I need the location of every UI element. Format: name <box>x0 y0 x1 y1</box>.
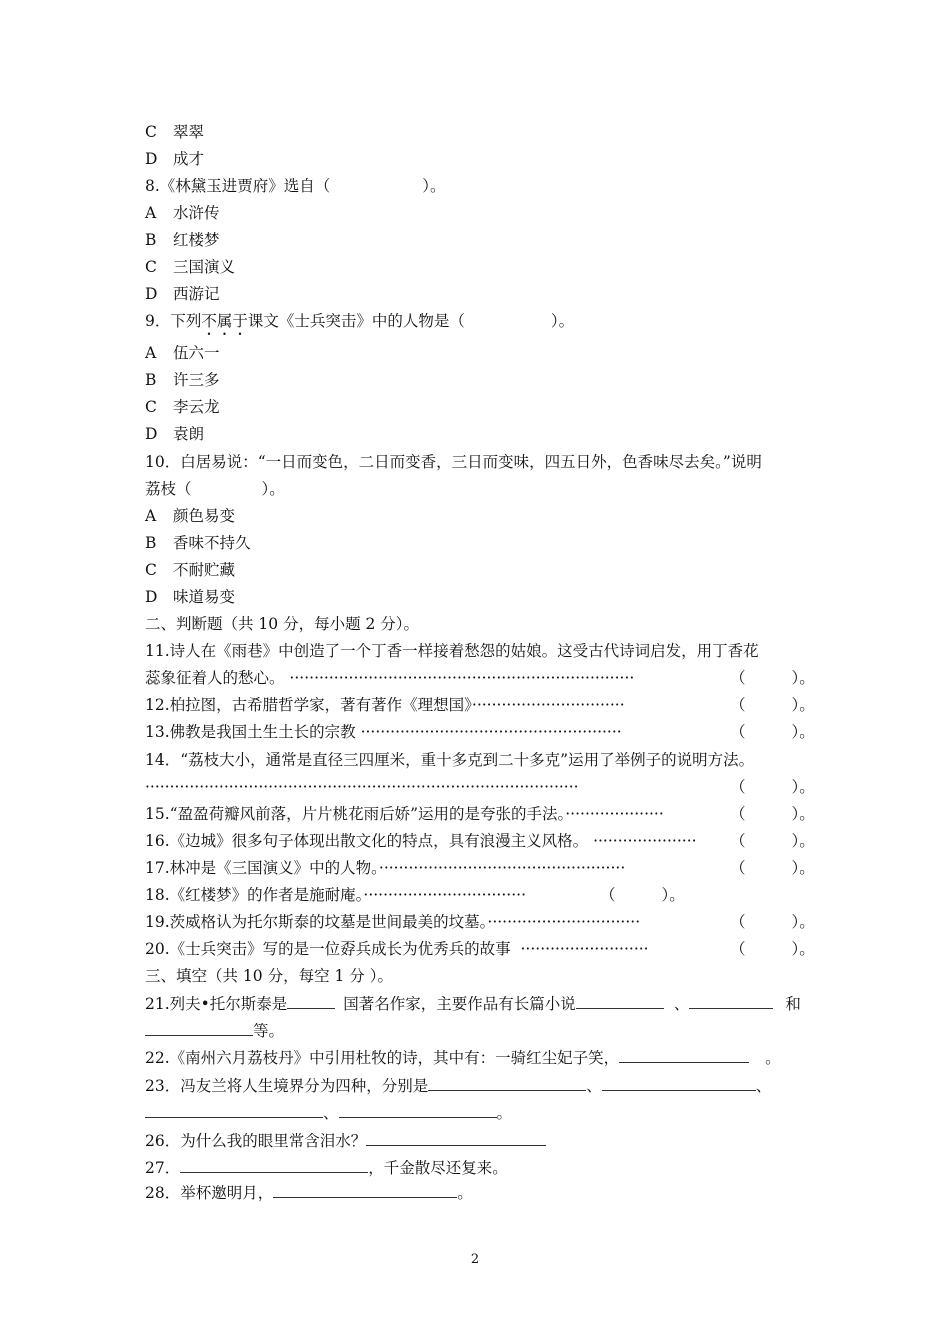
q20: 20.《士兵突击》写的是一位孬兵成长为优秀兵的故事 ·························· <box>145 940 649 958</box>
q17: 17.林冲是《三国演义》中的人物。·················································· <box>145 859 626 877</box>
section2-heading: 二、判断题（共 10 分，每小题 2 分）。 <box>145 615 420 633</box>
answer-blank <box>619 1048 749 1063</box>
q7-option-d: D 成才 <box>145 150 205 168</box>
q9-option-c: C 李云龙 <box>145 398 220 416</box>
answer-blank <box>366 1131 546 1146</box>
q9-option-a: A 伍六一 <box>145 344 220 362</box>
q22: 22.《南州六月荔枝丹》中引用杜牧的诗，其中有：一骑红尘妃子笑， 。 <box>145 1049 781 1067</box>
q8-stem: 8.《林黛玉进贾府》选自（ ）。 <box>145 177 446 195</box>
q9-stem: 9．下列不属于课文《士兵突击》中的人物是（ ）。 <box>145 312 575 330</box>
q9-option-b: B 许三多 <box>145 371 220 389</box>
q18: 18.《红楼梦》的作者是施耐庵。································· <box>145 886 526 904</box>
q8-option-d: D 西游记 <box>145 285 220 303</box>
q10-option-d: D 味道易变 <box>145 588 236 606</box>
q15-answer: （ ）。 <box>730 805 815 823</box>
q11-answer: （ ）。 <box>730 669 815 687</box>
q9-option-d: D 袁朗 <box>145 425 205 443</box>
answer-blank <box>180 1158 368 1173</box>
answer-blank <box>576 994 664 1009</box>
q10-option-a: A 颜色易变 <box>145 507 236 525</box>
answer-blank <box>339 1103 497 1118</box>
q21-line1: 21.列夫•托尔斯泰是 国著名作家，主要作品有长篇小说 、 和 <box>145 995 801 1013</box>
q27: 27． ，千金散尽还复来。 <box>145 1159 508 1177</box>
q12: 12.柏拉图，古希腊哲学家，著有著作《理想国》······························· <box>145 696 625 714</box>
q16: 16.《边城》很多句子体现出散文化的特点，具有浪漫主义风格。 ····················· <box>145 832 697 850</box>
answer-blank <box>287 994 335 1009</box>
answer-blank <box>145 1021 253 1036</box>
q12-answer: （ ）。 <box>730 696 815 714</box>
q11-line1: 11.诗人在《雨巷》中创造了一个丁香一样接着愁怨的姑娘。这受古代诗词启发，用丁香花 <box>145 642 759 660</box>
q14-answer: （ ）。 <box>730 778 815 796</box>
q23-line1: 23．冯友兰将人生境界分为四种，分别是 、 、 <box>145 1077 772 1095</box>
q20-answer: （ ）。 <box>730 940 815 958</box>
q10-option-b: B 香味不持久 <box>145 534 251 552</box>
q18-answer: （ ）。 <box>600 886 685 904</box>
q15: 15.“盈盈荷瓣风前落，片片桃花雨后娇”运用的是夸张的手法。···················· <box>145 805 664 823</box>
q11-line2: 蕊象征着人的愁心。 ······································································ <box>145 669 635 687</box>
answer-blank <box>273 1183 457 1198</box>
q26: 26．为什么我的眼里常含泪水？ <box>145 1131 546 1151</box>
q19-answer: （ ）。 <box>730 913 815 931</box>
answer-blank <box>145 1103 323 1118</box>
q8-option-a: A 水浒传 <box>145 204 220 222</box>
q7-option-c: C 翠翠 <box>145 123 205 141</box>
answer-blank <box>689 994 773 1009</box>
q10-stem-line1: 10．白居易说：“一日而变色，二日而变香，三日而变味，四五日外，色香味尽去矣。”说明 <box>145 453 762 471</box>
answer-blank <box>428 1076 586 1091</box>
q14-line2: ························································································ <box>145 778 579 796</box>
q13-answer: （ ）。 <box>730 723 815 741</box>
q17-answer: （ ）。 <box>730 859 815 877</box>
section3-heading: 三、填空（共 10 分，每空 1 分 ）。 <box>145 967 393 985</box>
q16-answer: （ ）。 <box>730 832 815 850</box>
q8-option-b: B 红楼梦 <box>145 231 220 249</box>
q8-option-c: C 三国演义 <box>145 258 236 276</box>
q14-line1: 14．“荔枝大小，通常是直径三四厘米，重十多克到二十多克”运用了举例子的说明方法。 <box>145 751 755 769</box>
q28: 28．举杯邀明月， 。 <box>145 1184 473 1202</box>
q13: 13.佛教是我国土生土长的宗教 ····················································· <box>145 723 622 741</box>
emphasis-text: 不属于 <box>201 312 248 330</box>
q10-stem-line2: 荔枝（ ）。 <box>145 480 285 498</box>
q19: 19.茨威格认为托尔斯泰的坟墓是世间最美的坟墓。······························· <box>145 913 641 931</box>
q10-option-c: C 不耐贮藏 <box>145 561 236 579</box>
q21-line2: 等。 <box>145 1021 284 1041</box>
answer-blank <box>602 1076 756 1091</box>
page-number: 2 <box>470 1252 480 1267</box>
q23-line2: 、 。 <box>145 1103 512 1123</box>
